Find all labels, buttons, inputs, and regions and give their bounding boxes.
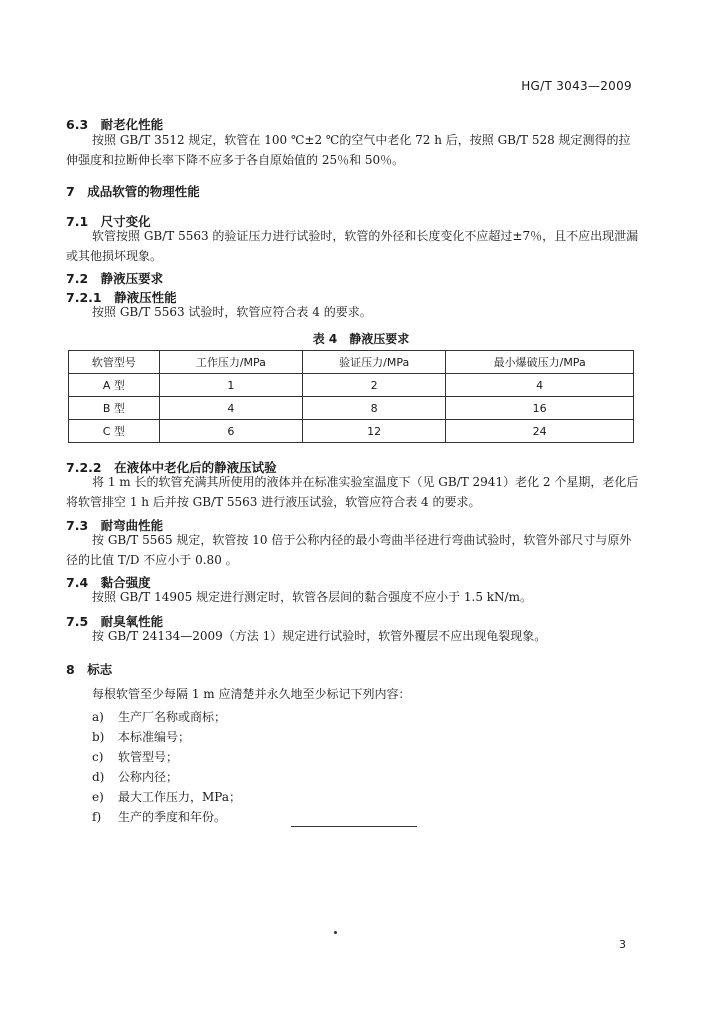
list-item-text: 最大工作压力，MPa； bbox=[118, 790, 241, 804]
table-cell: 8 bbox=[303, 397, 446, 420]
section-7-5-heading: 7.5 耐臭氧性能 bbox=[66, 614, 164, 629]
section-7-3-heading: 7.3 耐弯曲性能 bbox=[66, 518, 164, 533]
list-item-text: 软管型号； bbox=[118, 750, 179, 764]
section-7-5-text: 按 GB/T 24134—2009（方法 1）规定进行试验时，软管外覆层不应出现龟裂现象。 bbox=[92, 629, 547, 643]
table-header-cell: 最小爆破压力/MPa bbox=[446, 351, 634, 374]
section-7-heading: 7 成品软管的物理性能 bbox=[66, 184, 200, 199]
list-item-text: 生产厂名称或商标； bbox=[118, 710, 227, 724]
table-header-row bbox=[69, 351, 634, 374]
table-header-cell: 软管型号 bbox=[69, 351, 160, 374]
list-marker: f) bbox=[92, 810, 102, 824]
list-item bbox=[92, 808, 226, 825]
section-7-3-text: 按 GB/T 5565 规定，软管按 10 倍于公称内径的最小弯曲半径进行弯曲试验时，软管外部尺寸与原外径的比值 T/D 不应小于 0.80 。 bbox=[66, 533, 632, 567]
table-cell: 4 bbox=[446, 374, 634, 397]
section-7-1-text: 软管按照 GB/T 5563 的验证压力进行试验时，软管的外径和长度变化不应超过±7％，且不应出现泄漏或其他损坏现象。 bbox=[66, 229, 639, 263]
section-7-2-1-heading: 7.2.1 静液压性能 bbox=[66, 290, 177, 305]
section-7-2-2-heading: 7.2.2 在液体中老化后的静液压试验 bbox=[66, 460, 277, 475]
table-row bbox=[69, 420, 634, 443]
table-cell: 1 bbox=[159, 374, 302, 397]
table-cell: 6 bbox=[159, 420, 302, 443]
table-cell: 16 bbox=[446, 397, 634, 420]
section-7-1-heading: 7.1 尺寸变化 bbox=[66, 214, 151, 229]
list-marker: a) bbox=[92, 710, 104, 724]
section-7-2-heading: 7.2 静液压要求 bbox=[66, 271, 164, 286]
table-4-caption: 表 4 静液压要求 bbox=[312, 332, 410, 346]
table-4 bbox=[68, 350, 634, 443]
list-item bbox=[92, 708, 226, 725]
table-row bbox=[69, 374, 634, 397]
table-cell: B 型 bbox=[69, 397, 160, 420]
list-marker: c) bbox=[92, 750, 104, 764]
section-7-4-heading: 7.4 黏合强度 bbox=[66, 575, 151, 590]
list-marker: d) bbox=[92, 770, 105, 784]
table-header-cell: 验证压力/MPa bbox=[303, 351, 446, 374]
table-cell: 12 bbox=[303, 420, 446, 443]
list-item bbox=[92, 768, 178, 785]
table-header-cell: 工作压力/MPa bbox=[159, 351, 302, 374]
section-8-heading: 8 标志 bbox=[66, 662, 113, 677]
scan-dot bbox=[334, 931, 337, 934]
page-number: 3 bbox=[619, 938, 626, 951]
list-item-text: 公称内径； bbox=[118, 770, 179, 784]
table-cell: A 型 bbox=[69, 374, 160, 397]
section-7-2-1-text: 按照 GB/T 5563 试验时，软管应符合表 4 的要求。 bbox=[92, 305, 372, 319]
section-6-3-text: 按照 GB/T 3512 规定，软管在 100 ℃±2 ℃的空气中老化 72 h 后，按照 GB/T 528 规定测得的拉伸强度和拉断伸长率下降不应多于各自原始值的 25％和 50％。 bbox=[66, 133, 631, 167]
table-row bbox=[69, 397, 634, 420]
list-item-text: 本标准编号； bbox=[118, 730, 191, 744]
section-8-intro: 每根软管至少每隔 1 m 应清楚并永久地至少标记下列内容： bbox=[92, 687, 411, 701]
list-marker: e) bbox=[92, 790, 104, 804]
table-cell: 2 bbox=[303, 374, 446, 397]
list-marker: b) bbox=[92, 730, 105, 744]
table-cell: 24 bbox=[446, 420, 634, 443]
section-6-3-heading: 6.3 耐老化性能 bbox=[66, 117, 164, 132]
table-cell: C 型 bbox=[69, 420, 160, 443]
list-item-text: 生产的季度和年份。 bbox=[118, 810, 227, 824]
standard-code: HG/T 3043—2009 bbox=[521, 79, 632, 93]
list-item bbox=[92, 788, 241, 805]
end-rule bbox=[291, 826, 417, 827]
section-7-4-text: 按照 GB/T 14905 规定进行测定时，软管各层间的黏合强度不应小于 1.5 kN/m。 bbox=[92, 590, 532, 604]
section-7-2-2-text: 将 1 m 长的软管充满其所使用的液体并在标准实验室温度下（见 GB/T 2941）老化 2 个星期，老化后将软管排空 1 h 后并按 GB/T 5563 进行液压试验，软管应符合表 4 的要求。 bbox=[66, 475, 639, 509]
list-item bbox=[92, 748, 178, 765]
list-item bbox=[92, 728, 190, 745]
table-cell: 4 bbox=[159, 397, 302, 420]
